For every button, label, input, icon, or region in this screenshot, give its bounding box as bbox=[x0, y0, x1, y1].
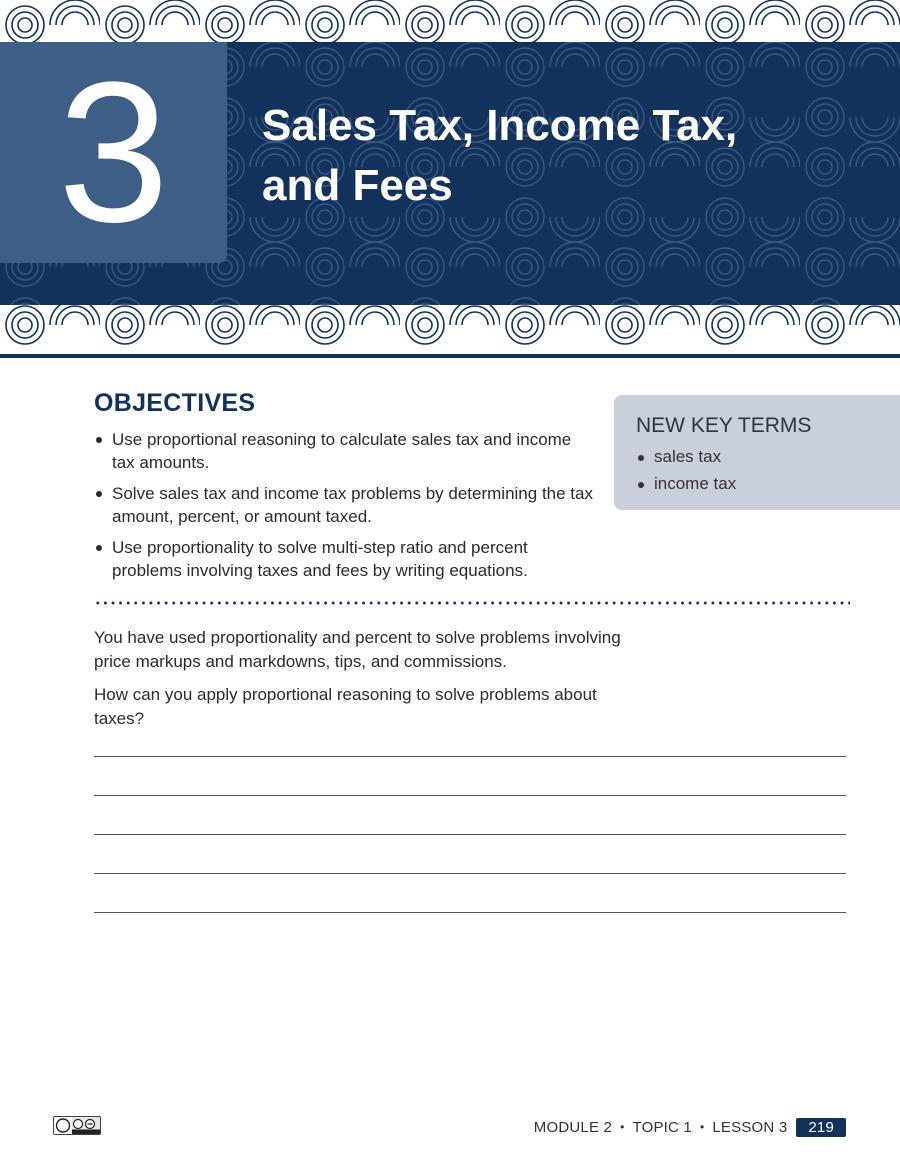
objectives-list bbox=[94, 428, 594, 590]
creative-commons-license-icon bbox=[53, 1116, 101, 1135]
lesson-title-line-2: and Fees bbox=[262, 161, 453, 210]
key-term-item: income tax bbox=[636, 470, 736, 497]
objective-item: Use proportionality to solve multi-step ratio and percent problems involving taxes and fees by writing equations. bbox=[94, 536, 594, 582]
key-terms-panel bbox=[614, 395, 900, 510]
answer-line[interactable] bbox=[94, 795, 846, 796]
answer-line[interactable] bbox=[94, 873, 846, 874]
footer-module: MODULE 2 bbox=[533, 1118, 613, 1136]
page-number-badge: 219 bbox=[796, 1118, 846, 1137]
lesson-title-line-1: Sales Tax, Income Tax, bbox=[262, 101, 738, 150]
key-term-item: sales tax bbox=[636, 443, 736, 470]
footer-separator: • bbox=[699, 1120, 705, 1134]
dotted-divider bbox=[94, 600, 850, 606]
lesson-number: 3 bbox=[57, 40, 170, 264]
key-terms-list bbox=[636, 443, 736, 497]
header-bottom-rule bbox=[0, 354, 900, 358]
question-text: How can you apply proportional reasoning to solve problems about taxes? bbox=[94, 685, 597, 728]
intro-text: You have used proportionality and percent to solve problems involving price markups and markdowns, tips, and commissions. bbox=[94, 628, 621, 671]
key-terms-heading: NEW KEY TERMS bbox=[636, 414, 812, 437]
footer-topic: TOPIC 1 bbox=[632, 1118, 692, 1136]
answer-line[interactable] bbox=[94, 834, 846, 835]
objective-item: Solve sales tax and income tax problems by determining the tax amount, percent, or amount taxed. bbox=[94, 482, 594, 528]
footer-lesson: LESSON 3 bbox=[712, 1118, 788, 1136]
lesson-title bbox=[262, 96, 822, 216]
objectives-heading: OBJECTIVES bbox=[94, 389, 256, 417]
answer-line[interactable] bbox=[94, 756, 846, 757]
footer-separator: • bbox=[620, 1120, 625, 1134]
page-footer bbox=[534, 1117, 846, 1137]
objective-item: Use proportional reasoning to calculate sales tax and income tax amounts. bbox=[94, 428, 594, 474]
answer-line[interactable] bbox=[94, 912, 846, 913]
